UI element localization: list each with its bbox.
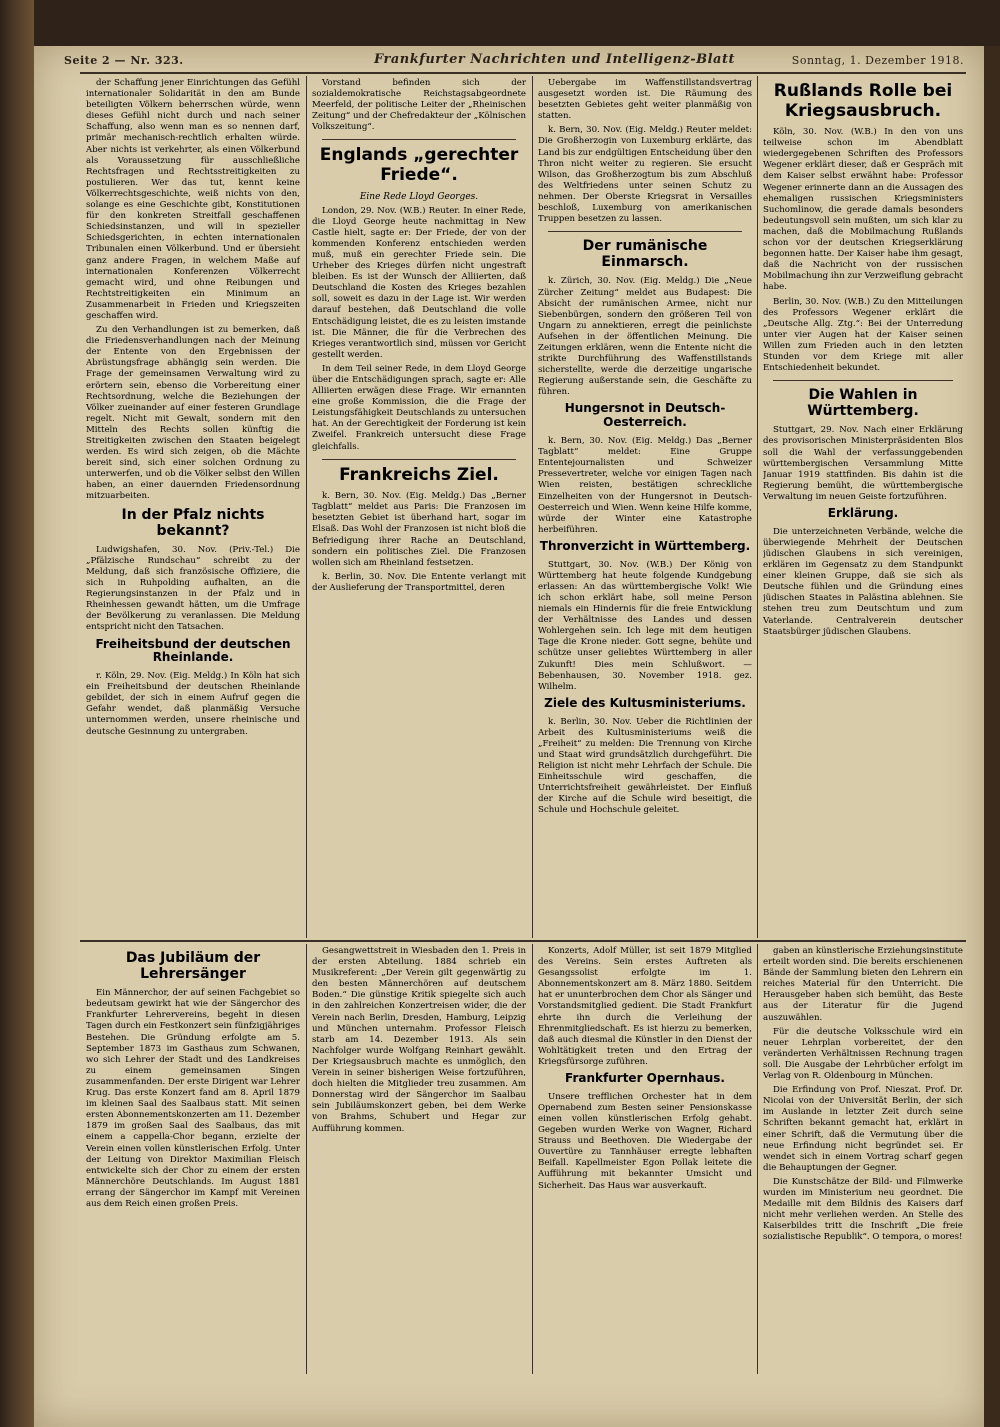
article-body xyxy=(312,78,526,133)
subheadline: Eine Rede Lloyd Georges. xyxy=(359,191,479,202)
headline-freiheitsbund: Freiheitsbund der deutschen Rheinlande. xyxy=(95,636,291,665)
paragraph: In dem Teil seiner Rede, in dem Lloyd George über die Entschädigungen sprach, sagte er: Alle Alliierten erwägen diese Frage. Wir ernannten eine große Kommission, die die Frage der Leistungsfähigkeit Deutschlands zu untersuchen hat. An der Gerechtigkeit der Forderung ist kein Zweifel. Frankreich untersucht diese Frage gleichfalls. xyxy=(312,363,526,452)
divider xyxy=(548,231,742,232)
bottom-column-1 xyxy=(86,946,300,1376)
headline-wahlen-wuerttemberg: Die Wahlen in Württemberg. xyxy=(807,387,919,420)
bottom-column-2 xyxy=(312,946,526,1376)
article-body xyxy=(86,78,300,503)
article-body xyxy=(763,425,963,503)
bottom-column-4 xyxy=(763,946,963,1376)
newspaper-title: Frankfurter Nachrichten und Intelligenz-Blatt xyxy=(374,52,735,67)
headline-hungersnot: Hungersnot in Deutsch-Oesterreich. xyxy=(564,401,726,430)
headline-opernhaus: Frankfurter Opernhaus. xyxy=(565,1071,725,1086)
header-rule xyxy=(80,72,966,74)
headline-jubilaeum: Das Jubiläum der Lehrersänger xyxy=(125,950,261,983)
paragraph: Für die deutsche Volksschule wird ein neuer Lehrplan vorbereitet, der den veränderten Verhältnissen Rechnung tragen soll. Die Ausgabe der Lehrbücher erfolgt im Verlag von R. Oldenbourg in München. xyxy=(763,1026,963,1082)
article-body xyxy=(538,560,752,693)
column-divider xyxy=(757,76,758,938)
headline-thronverzicht: Thronverzicht in Württemberg. xyxy=(539,538,751,553)
article-body xyxy=(538,717,752,817)
article-body xyxy=(538,1092,752,1192)
article-body xyxy=(312,946,526,1135)
paragraph: Ludwigshafen, 30. Nov. (Priv.-Tel.) Die „Pfälzische Rundschau“ schreibt zu der Meldung, daß sich französische Offiziere, die sich in Ruhpolding aufhalten, an die Regierungsinstanzen in der Pfalz und in Rheinhessen gewandt hätten, um die Umfrage der Bevölkerung zu veranlassen. Die Meldung entspricht nicht den Tatsachen. xyxy=(86,544,300,633)
page-number: Seite 2 — Nr. 323. xyxy=(64,54,184,67)
article-body xyxy=(312,491,526,594)
column-3 xyxy=(538,78,752,938)
article-body xyxy=(538,78,752,225)
article-body xyxy=(86,671,300,738)
headline-frankreichs-ziel: Frankreichs Ziel. xyxy=(339,464,499,485)
bottom-column-3 xyxy=(538,946,752,1376)
paragraph: Die Erfindung von Prof. Nieszat. Prof. Dr. Nicolai von der Universität Berlin, der sich im Auslande in letzter Zeit durch seine Schriften bekannt gemacht hat, erklärt in einer Schrift, daß die Vermutung über die neue Erfindung nicht begründet sei. Er wendet sich in einem Vortrag scharf gegen die Behauptungen der Gegner. xyxy=(763,1085,963,1173)
paragraph: Konzerts, Adolf Müller, ist seit 1879 Mitglied des Vereins. Sein erstes Auftreten als Gesangssolist erfolgte im 1. Abonnementskonzert am 8. März 1880. Seitdem hat er ununterbrochen dem Chor als Sänger und Vorstandsmitglied gedient. Die Stadt Frankfurt ehrte ihn durch die Verleihung der Ehrenmitgliedschaft. Es ist hierzu zu bemerken, daß auch diesmal die Künstler in den Dienst der Wohltätigkeit treten und den Ertrag der Kriegsfürsorge zuführen. xyxy=(538,946,752,1067)
paragraph: Uebergabe im Waffenstillstandsvertrag ausgesetzt worden ist. Die Räumung des besetzten Gebietes geht weiter planmäßig von statten. xyxy=(538,78,752,122)
paragraph: Ein Männerchor, der auf seinen Fachgebiet so bedeutsam gewirkt hat wie der Sängerchor des Frankfurter Lehrervereins, begeht in diesen Tagen durch ein Festkonzert sein fünfzigjähriges Bestehen. Die Gründung erfolgte am 5. September 1873 im Gasthaus zum Schwanen, wo sich Lehrer der Stadt und des Landkreises zu einem gemeinsamen Singen zusammenfanden. Der erste Dirigent war Lehrer Krug. Das erste Konzert fand am 8. April 1879 im kleinen Saal des Saalbaus statt. Mit seinen ersten Abonnementskonzerten am 11. Dezember 1879 im großen Saal des Saalbaus, das mit einem a cappella-Chor begann, erzielte der Verein einen vollen künstlerischen Erfolg. Unter der Leitung von Direktor Maximilian Fleisch entwickelte sich der Chor zu einem der ersten Männerchöre Deutschlands. Im August 1881 errang der Sängerchor im Kampf mit Vereinen aus dem Reich einen großen Preis. xyxy=(86,988,300,1209)
article-body xyxy=(538,436,752,536)
paragraph: Stuttgart, 29. Nov. Nach einer Erklärung des provisorischen Ministerpräsidenten Blos soll die Wahl der verfassunggebenden württembergischen Versammlung Mitte Januar 1919 stattfinden. Bis dahin ist die Regierung bemüht, die württembergische Verwaltung im neuen Geiste fortzuführen. xyxy=(763,425,963,502)
paragraph: Die unterzeichneten Verbände, welche die überwiegende Mehrheit der Deutschen jüdischen Glaubens in sich vereinigen, erklären im Gegensatz zu dem Standpunkt einer kleinen Gruppe, daß sie sich als Deutsche fühlen und die Gründung eines jüdischen Staates in Palästina ablehnen. Sie stehen treu zum Deutschtum und zum Vaterlande. Centralverein deutscher Staatsbürger jüdischen Glaubens. xyxy=(763,526,963,637)
paragraph: Unsere trefflichen Orchester hat in dem Opernabend zum Besten seiner Pensionskasse einen vollen künstlerischen Erfolg gehabt. Gegeben wurden Werke von Wagner, Richard Strauss und Beethoven. Die Wiedergabe der Ouvertüre zu Tannhäuser erregte lebhaften Beifall. Kapellmeister Egon Pollak leitete die Aufführung mit bekannter Umsicht und Sicherheit. Das Haus war ausverkauft. xyxy=(538,1091,752,1191)
headline-kultusministerium: Ziele des Kultusministeriums. xyxy=(544,695,746,710)
paragraph: Stuttgart, 30. Nov. (W.B.) Der König von Württemberg hat heute folgende Kundgebung erlassen: An das württembergische Volk! Wie ich schon erklärt habe, soll meine Person niemals ein Hindernis für die freie Entwicklung der Verhältnisse des Landes und dessen Wohlergehen sein. Ich lege mit dem heutigen Tage die Krone nieder. Gott segne, behüte und schütze unser geliebtes Württemberg in aller Zukunft! Dies mein Schlußwort. — Bebenhausen, 30. November 1918. gez. Wilhelm. xyxy=(538,559,752,692)
paragraph: der Schaffung jener Einrichtungen das Gefühl internationaler Solidarität in den am Bunde beteiligten Völkern beherrschen würde, wenn dieses Gefühl nicht durch und nach seiner Schaffung, also wenn man es so nennen darf, primär mechanisch-rechtlich erhalten würde. Aber nichts ist verkehrter, als einen Völkerbund als Voraussetzung für ausschließliche Rechtsfragen und Rechtsstreitigkeiten zu postulieren. Wer das tut, kennt keine Völkerrechtsgeschichte, weiß nichts von den, solange es eine Geschichte gibt, Konstitutionen für den konkreten Streitfall geschaffenen Schiedsinstanzen, und will in spezieller Schiedsgerichten, in echten internationalen Tribunalen einen Völkerbund. Und er übersieht ganz andere Fragen, in welchem Maße auf internationalen Konferenzen Völkerrecht gemacht wird, und ohne Reibungen und Rechtstreitigkeiten ein Minimum an Zusammenarbeit in Frieden und Kriegszeiten geschaffen wird. xyxy=(86,78,300,321)
paragraph: k. Bern, 30. Nov. (Eig. Meldg.) Das „Berner Tagblatt“ meldet aus Paris: Die Franzosen im besetzten Gebiet ist überhand hart, sogar im Elsaß. Das Wohl der Franzosen ist nicht bloß die Befriedigung ihrer Rache an Deutschland, sondern ein politisches Ziel. Die Franzosen wollen sich am Rheinland festsetzen. xyxy=(312,491,526,568)
headline-englands-friede: Englands „gerechter Friede“. xyxy=(319,145,519,186)
article-body xyxy=(86,988,300,1210)
paragraph: k. Berlin, 30. Nov. Die Entente verlangt mit der Auslieferung der Transportmittel, deren xyxy=(312,571,526,593)
issue-date: Sonntag, 1. Dezember 1918. xyxy=(791,54,964,67)
page-header xyxy=(44,50,964,70)
column-divider xyxy=(757,944,758,1374)
article-body xyxy=(763,946,963,1243)
column-divider xyxy=(306,76,307,938)
scan-top-border xyxy=(0,0,1000,46)
paragraph: gaben an künstlerische Erziehungsinstitute erteilt worden sind. Die bereits erschienenen Bände der Sammlung bieten den Lehrern ein reiches Material für den Unterricht. Die Herausgeber haben sich bemüht, das Beste aus der Literatur für die Jugend auszuwählen. xyxy=(763,946,963,1023)
book-spine xyxy=(0,0,34,1427)
paragraph: k. Bern, 30. Nov. (Eig. Meldg.) Das „Berner Tagblatt“ meldet: Eine Gruppe Ententejournalisten und Schweizer Pressevertreter, welche vor einigen Tagen nach Wien reisten, bestätigen schreckliche Einzelheiten von der Hungersnot in Deutsch-Oesterreich und Wien. Wenn keine Hilfe komme, würde der Winter eine Katastrophe herbeiführen. xyxy=(538,436,752,535)
column-divider xyxy=(532,76,533,938)
paragraph: Zu den Verhandlungen ist zu bemerken, daß die Friedensverhandlungen nach der Meinung der Entente von den Ergebnissen der Abrüstungsfrage abhängig sein werden. Die Frage der gemeinsamen Verwaltung wird zu erörtern sein, ebenso die Vorbereitung einer Rechtsordnung, welche die Beziehungen der Völker zueinander auf einer festeren Grundlage regelt. Nicht mit Gewalt, sondern mit den Mitteln des Rechts sollen künftig die Streitigkeiten zwischen den Staaten beigelegt werden. Es wird sich zeigen, ob die Mächte bereit sind, sich einer solchen Ordnung zu unterwerfen, und ob die Völker selbst den Willen haben, an einer dauernden Friedensordnung mitzuarbeiten. xyxy=(86,325,300,502)
paragraph: r. Köln, 29. Nov. (Eig. Meldg.) In Köln hat sich ein Freiheitsbund der deutschen Rheinlande gebildet, der sich in einem Aufruf gegen die Gefahr wendet, daß planmäßig Versuche unternommen werden, unsere rheinische und deutsche Gesinnung zu untergraben. xyxy=(86,671,300,737)
column-4 xyxy=(763,78,963,938)
article-body xyxy=(763,127,963,374)
article-body xyxy=(538,276,752,398)
divider xyxy=(322,459,516,460)
paragraph: k. Berlin, 30. Nov. Ueber die Richtlinien der Arbeit des Kultusministeriums weiß die „Freiheit“ zu melden: Die Trennung von Kirche und Staat wird grundsätzlich durchgeführt. Die Religion ist nicht mehr Lehrfach der Schule. Die Einheitsschule wird geschaffen, die Unterrichtsfreiheit gewährleistet. Der Einfluß der Kirche auf die Schule wird beseitigt, die Schule und Hochschule geleitet. xyxy=(538,716,752,816)
paragraph: Berlin, 30. Nov. (W.B.) Zu den Mitteilungen des Professors Wegener erklärt die „Deutsche Allg. Ztg.“: Bei der Unterredung unter vier Augen hat der Kaiser seinen Willen zum Frieden auch in den letzten Stunden vor dem Kriege mit aller Entschiedenheit bekundet. xyxy=(763,296,963,374)
paragraph: Vorstand befinden sich der sozialdemokratische Reichstagsabgeordnete Meerfeld, der politische Leiter der „Rheinischen Zeitung“ und der Chefredakteur der „Kölnischen Volkszeitung“. xyxy=(312,78,526,133)
headline-pfalz: In der Pfalz nichts bekannt? xyxy=(121,506,265,539)
headline-rumaenischer-einmarsch: Der rumänische Einmarsch. xyxy=(582,238,708,271)
column-2 xyxy=(312,78,526,938)
paragraph: k. Bern, 30. Nov. (Eig. Meldg.) Reuter meldet: Die Großherzogin von Luxemburg erklärte, das Land bis zur endgültigen Entscheidung über den Thron nicht weiter zu regieren. Sie ersucht Wilson, das Großherzogtum bis zum Abschluß des Weltfriedens unter seinen Schutz zu nehmen. Der Oberste Kriegsrat in Versailles beschloß, Luxemburg von amerikanischen Truppen besetzen zu lassen. xyxy=(538,125,752,225)
column-divider xyxy=(532,944,533,1374)
article-body xyxy=(538,946,752,1068)
paragraph: Die Kunstschätze der Bild- und Filmwerke wurden im Ministerium neu geordnet. Die Medaille mit dem Bildnis des Kaisers darf nicht mehr verliehen werden. An Stelle des Kaiserbildes tritt die Inschrift „Die freie sozialistische Republik“. O tempora, o mores! xyxy=(763,1176,963,1243)
column-1 xyxy=(86,78,300,938)
headline-russlands-rolle: Rußlands Rolle bei Kriegsausbruch. xyxy=(773,81,953,121)
paragraph: k. Zürich, 30. Nov. (Eig. Meldg.) Die „Neue Zürcher Zeitung“ meldet aus Budapest: Die Absicht der rumänischen Armee, nicht nur Siebenbürgen, sondern den größeren Teil von Ungarn zu annektieren, erregt die peinlichste Aufsehen in der öffentlichen Meinung. Die Zeitungen erklären, wenn die Entente nicht die strikte Durchführung des Waffenstillstands sicherstellte, werde die derzeitige ungarische Regierung außerstande sein, die Geschäfte zu führen. xyxy=(538,276,752,398)
divider xyxy=(322,139,516,140)
section-rule xyxy=(80,940,966,942)
article-body xyxy=(312,206,526,453)
paragraph: Gesangwettstreit in Wiesbaden den 1. Preis in der ersten Abteilung. 1884 schrieb ein Musikreferent: „Der Verein gilt gegenwärtig zu den besten Männerchören auf deutschem Boden.“ Die günstige Kritik spiegelte sich auch in den zahlreichen Konzertreisen wider, die der Verein nach Berlin, Dresden, Hamburg, Leipzig und München unternahm. Professor Fleisch starb am 14. Dezember 1913. Als sein Nachfolger wurde Wolfgang Reinhart gewählt. Der Kriegsausbruch machte es unmöglich, den Verein in seiner bisherigen Weise fortzuführen, doch hielten die Mitglieder treu zusammen. Am Donnerstag wird der Sängerchor im Saalbau sein Jubiläumskonzert geben, bei dem Werke von Brahms, Schubert und Hegar zur Aufführung kommen. xyxy=(312,946,526,1134)
paragraph: Köln, 30. Nov. (W.B.) In den von uns teilweise schon im Abendblatt wiedergegebenen Schriften des Professors Wegener erklärt dieser, daß er Gespräch mit dem Kaiser selbst erwähnt habe: Professor Wegener erinnerte dann an die Aussagen des ehemaligen russischen Kriegsministers Suchomlinow, die gerade damals besonders bedeutungsvoll sein mußten, um sich klar zu machen, daß die Mobilmachung Rußlands schon vor der deutschen Kriegserklärung begonnen hatte. Der Kaiser habe ihm gesagt, daß die Nachricht von der russischen Mobilmachung ihn zur Verzweiflung gebracht habe. xyxy=(763,127,963,293)
article-body xyxy=(86,545,300,634)
divider xyxy=(773,380,953,381)
headline-erklaerung: Erklärung. xyxy=(827,506,899,520)
column-divider xyxy=(306,944,307,1374)
paragraph: London, 29. Nov. (W.B.) Reuter. In einer Rede, die Lloyd George heute nachmittag in New Castle hielt, sagte er: Der Friede, der von der kommenden Konferenz entschieden werden muß, muß ein gerechter Friede sein. Die Urheber des Krieges dürfen nicht ungestraft bleiben. Es ist der Wunsch der Alliierten, daß Deutschland die Kosten des Krieges bezahlen soll, soweit es dazu in der Lage ist. Wir werden darauf bestehen, daß Deutschland die volle Entschädigung leistet, die es zu leisten imstande ist. Die Männer, die für die Verbrechen des Krieges verantwortlich sind, müssen vor Gericht gestellt werden. xyxy=(312,205,526,360)
article-body xyxy=(763,527,963,638)
